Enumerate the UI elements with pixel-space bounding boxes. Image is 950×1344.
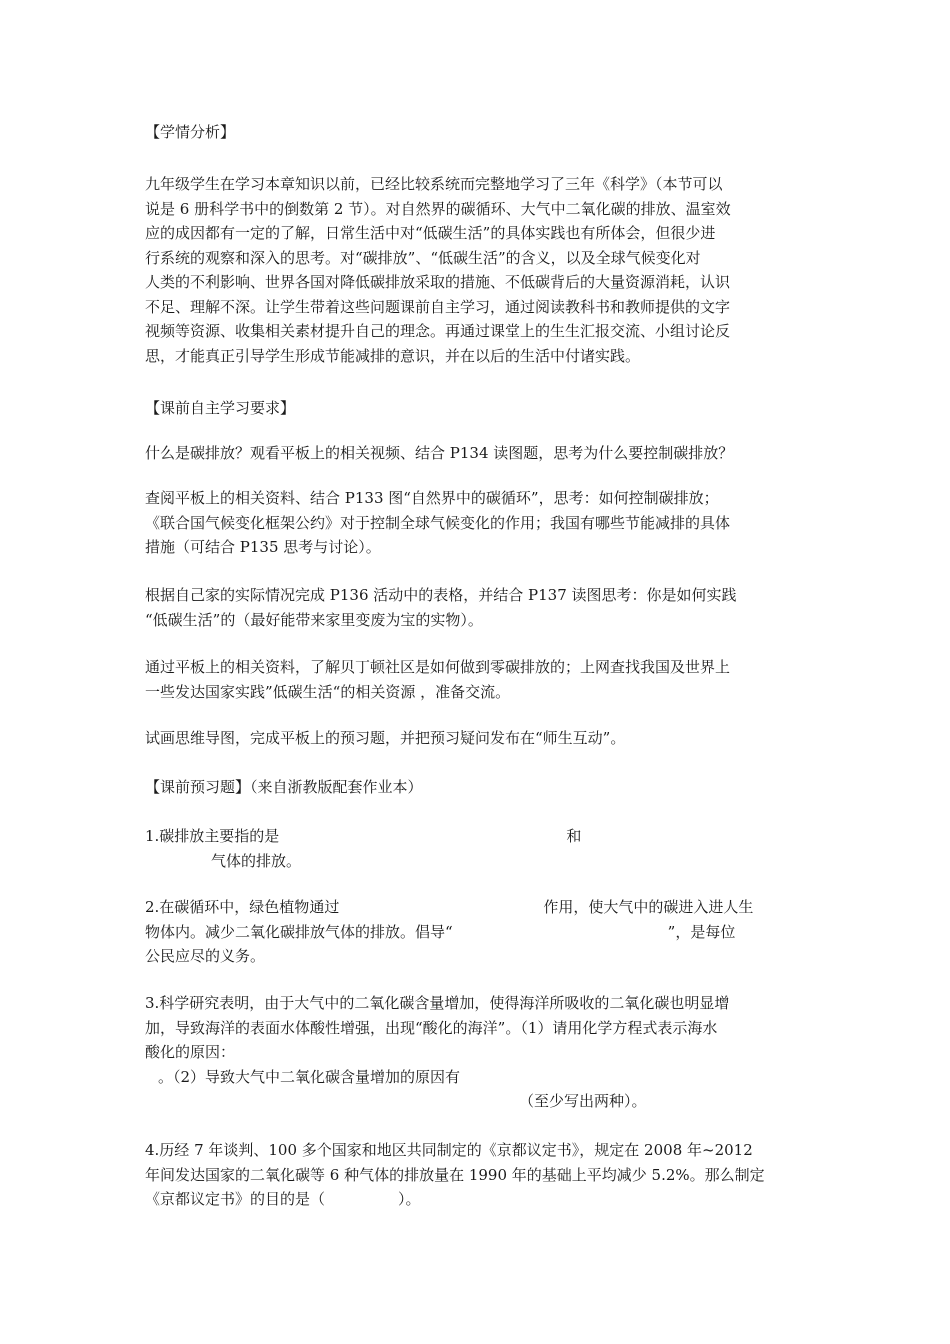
analysis-line: 行系统的观察和深入的思考。对“碳排放”、“低碳生活”的含义，以及全球气候变化对	[145, 248, 701, 267]
analysis-line: 不足、理解不深。让学生带着这些问题课前自主学习，通过阅读教科书和教师提供的文字	[145, 297, 731, 316]
q3-text: 3.科学研究表明，由于大气中的二氧化碳含量增加，使得海洋所吸收的二氧化碳也明显增	[145, 994, 730, 1012]
requirement-line: 根据自己家的实际情况完成 P136 活动中的表格，并结合 P137 读图思考：你是如何实践	[145, 586, 737, 604]
requirement-line: 试画思维导图，完成平板上的预习题，并把预习疑问发布在“师生互动”。	[145, 729, 626, 747]
q3-text: （至少写出两种）。	[519, 1092, 647, 1110]
q4-text: 《京都议定书》的目的是（	[145, 1190, 326, 1208]
q2-text: 物体内。减少二氧化碳排放气体的排放。倡导“	[145, 922, 453, 941]
analysis-line: 思，才能真正引导学生形成节能减排的意识，并在以后的生活中付诸实践。	[145, 346, 641, 365]
requirement-line: 通过平板上的相关资料，了解贝丁顿社区是如何做到零碳排放的；上网查找我国及世界上	[145, 658, 731, 676]
requirement-line: 措施（可结合 P135 思考与讨论）。	[145, 538, 381, 556]
q4-text: ）。	[398, 1190, 421, 1208]
q2-text: 作用，使大气中的碳进入进人生	[543, 898, 754, 916]
analysis-line: 应的成因都有一定的了解，日常生活中对“低碳生活”的具体实践也有所体会，但很少进	[145, 224, 716, 242]
q2-text: ”，是每位	[667, 922, 736, 941]
analysis-line: 九年级学生在学习本章知识以前，已经比较系统而完整地学习了三年《科学》（本节可以	[145, 175, 723, 193]
requirements-heading: 【课前自主学习要求】	[145, 399, 296, 417]
q4-text: 4.历经 7 年谈判、100 多个国家和地区共同制定的《京都议定书》，规定在 2008 年~2012	[145, 1141, 753, 1159]
requirement-line: “低碳生活”的（最好能带来家里变废为宝的实物）。	[145, 610, 483, 629]
analysis-heading: 【学情分析】	[145, 123, 236, 141]
requirement-item	[145, 726, 810, 751]
q1-text: 1.碳排放主要指的是	[145, 827, 280, 845]
question-2	[145, 895, 810, 969]
requirement-item	[145, 583, 810, 632]
requirement-line: 《联合国气候变化框架公约》对于控制全球气候变化的作用；我国有哪些节能减排的具体	[145, 513, 731, 532]
exercises-heading: 【课前预习题】（来自浙教版配套作业本）	[145, 778, 423, 796]
requirement-item	[145, 655, 810, 704]
q2-text: 2.在碳循环中，绿色植物通过	[145, 898, 340, 916]
analysis-line: 说是 6 册科学书中的倒数第 2 节）。对自然界的碳循环、大气中二氧化碳的排放、温室效	[145, 199, 731, 218]
requirement-line: 查阅平板上的相关资料、结合 P133 图“自然界中的碳循环”，思考：如何控制碳排放；	[145, 489, 719, 507]
q1-text: 和	[566, 827, 582, 845]
analysis-line: 人类的不利影响、世界各国对降低碳排放采取的措施、不低碳背后的大量资源消耗，认识	[145, 273, 731, 291]
q2-text: 公民应尽的义务。	[145, 947, 266, 965]
q1-text: 气体的排放。	[211, 851, 302, 870]
q3-text: 加，导致海洋的表面水体酸性增强，出现“酸化的海洋”。（1）请用化学方程式表示海水	[145, 1018, 718, 1037]
question-4	[145, 1138, 810, 1212]
analysis-line: 视频等资源、收集相关素材提升自己的理念。再通过课堂上的生生汇报交流、小组讨论反	[145, 322, 731, 340]
q4-text: 年间发达国家的二氧化碳等 6 种气体的排放量在 1990 年的基础上平均减少 5.2%。那么制定	[145, 1165, 765, 1184]
q3-text: 。（2）导致大气中二氧化碳含量增加的原因有	[158, 1067, 461, 1086]
question-1	[145, 824, 810, 873]
requirement-item	[145, 441, 810, 466]
requirement-line: 一些发达国家实践”低碳生活“的相关资源 ，准备交流。	[145, 682, 511, 701]
question-3	[145, 991, 810, 1114]
q3-text: 酸化的原因：	[145, 1043, 236, 1061]
requirement-item	[145, 486, 810, 560]
requirement-line: 什么是碳排放？观看平板上的相关视频、结合 P134 读图题，思考为什么要控制碳排放？	[145, 444, 734, 462]
analysis-paragraph	[145, 172, 810, 368]
